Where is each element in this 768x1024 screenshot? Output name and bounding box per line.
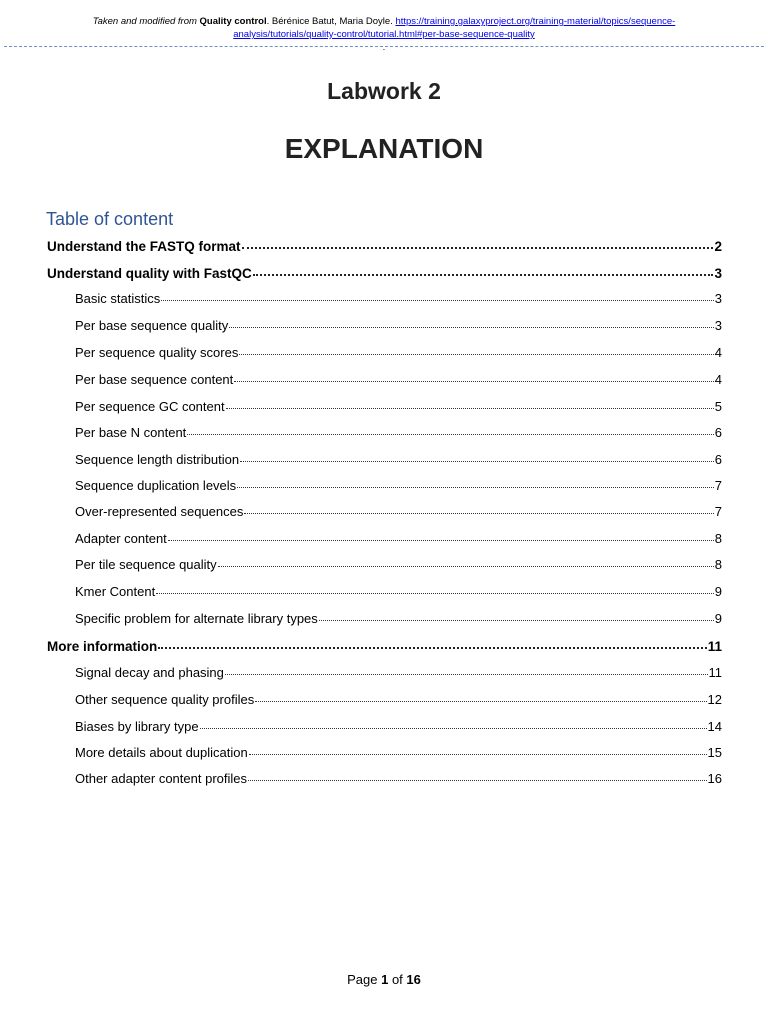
toc-heading: Table of content — [46, 209, 174, 229]
toc-subsection-link[interactable] — [75, 528, 722, 548]
toc-entry-page: 9 — [714, 611, 722, 626]
toc-entry-page: 11 — [708, 665, 722, 680]
toc-entry-label: Adapter content — [75, 531, 167, 546]
toc-entry-label: Per base sequence quality — [75, 318, 229, 333]
toc-subsection-link[interactable] — [75, 475, 722, 495]
toc-entry-label: Understand the FASTQ format — [47, 239, 241, 254]
toc-dot-leader — [237, 473, 714, 488]
toc-dot-leader — [248, 766, 707, 781]
toc-entry-page: 4 — [714, 372, 722, 387]
toc-entry-page: 6 — [714, 452, 722, 467]
toc-entry-label: Per base sequence content — [75, 372, 234, 387]
toc-subsection-link[interactable] — [75, 501, 722, 521]
toc-entry-page: 7 — [714, 504, 722, 519]
toc-subsection-link[interactable] — [75, 662, 722, 682]
toc-entry-label: More information — [47, 639, 158, 654]
toc-dot-leader — [187, 420, 713, 435]
toc-subsection-link[interactable] — [75, 581, 722, 601]
toc-subsection-link[interactable] — [75, 369, 722, 389]
toc-subsection-link[interactable] — [75, 554, 722, 574]
header-source-title: Quality control — [199, 16, 267, 27]
toc-dot-leader — [234, 367, 713, 382]
document-title: EXPLANATION — [284, 133, 484, 164]
toc-dot-leader — [319, 606, 714, 621]
document-subtitle: Labwork 2 — [327, 78, 441, 104]
toc-entry-label: Basic statistics — [75, 291, 161, 306]
toc-dot-leader — [249, 740, 707, 755]
toc-dot-leader — [253, 260, 714, 276]
page-footer — [0, 971, 768, 989]
footer-page-word: Page — [347, 972, 378, 987]
header-source-link[interactable]: https://training.galaxyproject.org/training-material/topics/sequence- analysis/tutorials/quality-control/tutorial.html#per-base-sequence-quality — [233, 16, 676, 40]
toc-entry-page: 4 — [714, 345, 722, 360]
footer-of-word: of — [391, 972, 403, 987]
toc-entry-page: 5 — [714, 399, 722, 414]
header-divider — [4, 46, 764, 47]
toc-entry-page: 3 — [714, 291, 722, 306]
toc-dot-leader — [156, 579, 714, 594]
toc-entry-label: Per base N content — [75, 425, 187, 440]
toc-subsection-link[interactable] — [75, 742, 722, 762]
toc-entry-label: More details about duplication — [75, 745, 248, 760]
toc-entry-label: Per sequence quality scores — [75, 345, 239, 360]
toc-entry-page: 14 — [707, 719, 722, 734]
header-lead: Taken and modified from — [92, 16, 197, 27]
toc-entry-label: Sequence length distribution — [75, 452, 240, 467]
toc-section-link[interactable] — [47, 635, 722, 656]
toc-entry-label: Per tile sequence quality — [75, 557, 217, 572]
toc-entry-page: 3 — [714, 266, 722, 281]
toc-entry-page: 6 — [714, 425, 722, 440]
toc-entry-label: Understand quality with FastQC — [47, 266, 252, 281]
toc-dot-leader — [229, 313, 714, 328]
toc-subsection-link[interactable] — [75, 768, 722, 788]
page-header — [0, 15, 768, 54]
toc-dot-leader — [161, 286, 714, 301]
toc-subsection-link[interactable] — [75, 716, 722, 736]
toc-entry-page: 9 — [714, 584, 722, 599]
toc-entry-label: Signal decay and phasing — [75, 665, 224, 680]
toc-dot-leader — [240, 447, 714, 462]
toc-entry-label: Sequence duplication levels — [75, 478, 237, 493]
toc-entry-label: Kmer Content — [75, 584, 156, 599]
toc-section-link[interactable] — [47, 235, 722, 256]
toc-entry-page: 16 — [707, 771, 722, 786]
toc-entry-label: Specific problem for alternate library types — [75, 611, 318, 626]
toc-entry-page: 2 — [714, 239, 722, 254]
toc-dot-leader — [158, 633, 706, 649]
toc-entry-label: Other adapter content profiles — [75, 771, 247, 786]
toc-dot-leader — [242, 233, 714, 249]
toc-dot-leader — [239, 340, 713, 355]
toc-dot-leader — [255, 687, 706, 702]
toc-subsection-link[interactable] — [75, 342, 722, 362]
toc-entry-page: 12 — [707, 692, 722, 707]
header-trailing: . — [382, 42, 386, 53]
header-authors: . Bérénice Batut, Maria Doyle. — [266, 16, 393, 27]
toc-dot-leader — [168, 526, 714, 541]
toc-dot-leader — [226, 394, 714, 409]
toc-dot-leader — [218, 552, 714, 567]
toc-dot-leader — [200, 714, 707, 729]
toc-entry-page: 8 — [714, 531, 722, 546]
toc-entry-label: Over-represented sequences — [75, 504, 244, 519]
toc-entry-page: 11 — [707, 639, 722, 654]
footer-total-pages: 16 — [406, 972, 421, 987]
toc-dot-leader — [225, 660, 708, 675]
toc-entry-page: 8 — [714, 557, 722, 572]
toc-section-link[interactable] — [47, 262, 722, 283]
toc-entry-label: Other sequence quality profiles — [75, 692, 255, 707]
toc-dot-leader — [244, 499, 713, 514]
toc-entry-page: 3 — [714, 318, 722, 333]
toc-entry-page: 15 — [707, 745, 722, 760]
toc-subsection-link[interactable] — [75, 288, 722, 308]
toc-subsection-link[interactable] — [75, 449, 722, 469]
footer-current-page: 1 — [381, 972, 389, 987]
toc-subsection-link[interactable] — [75, 689, 722, 709]
toc-subsection-link[interactable] — [75, 396, 722, 416]
toc-subsection-link[interactable] — [75, 422, 722, 442]
toc-entry-label: Per sequence GC content — [75, 399, 225, 414]
toc-entry-label: Biases by library type — [75, 719, 199, 734]
toc-subsection-link[interactable] — [75, 608, 722, 628]
toc-entry-page: 7 — [714, 478, 722, 493]
toc-subsection-link[interactable] — [75, 315, 722, 335]
